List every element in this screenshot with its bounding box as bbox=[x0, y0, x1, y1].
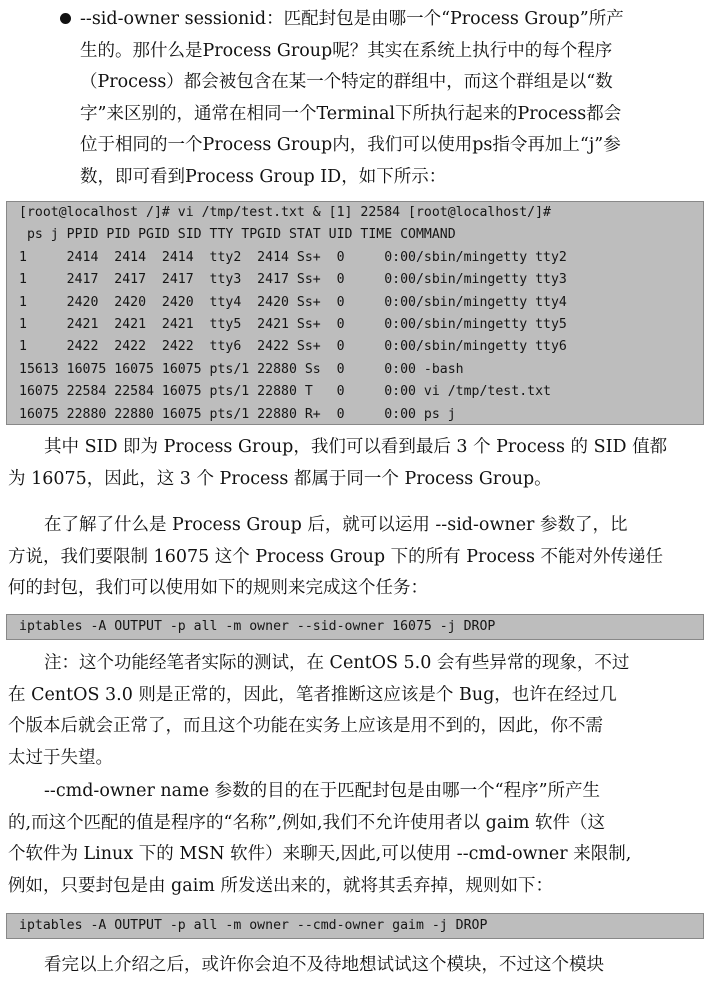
text-line: 其中 SID 即为 Process Group，我们可以看到最后 3 个 Process 的 SID 值都 bbox=[44, 437, 668, 457]
ps-output-code-block bbox=[6, 201, 704, 425]
text-line: 字”来区别的，通常在相同一个Terminal下所执行起来的Process都会 bbox=[80, 103, 622, 124]
code-line: 1 2417 2417 2417 tty3 2417 Ss+ 0 0:00/sbin/mingetty tty3 bbox=[19, 272, 567, 288]
cmd-owner-paragraph bbox=[8, 776, 714, 902]
text-line: 位于相同的一个Process Group内，我们可以使用ps指令再加上“j”参 bbox=[80, 135, 621, 155]
bullet-paragraph bbox=[80, 4, 710, 193]
code-line: [root@localhost /]# vi /tmp/test.txt & [1] 22584 [root@localhost/]# bbox=[19, 205, 551, 220]
text-line: 在了解了什么是 Process Group 后，就可以运用 --sid-owner 参数了，比 bbox=[44, 515, 628, 535]
closing-paragraph bbox=[8, 950, 714, 982]
text-line: 生的。那什么是Process Group呢？其实在系统上执行中的每个程序 bbox=[80, 40, 613, 61]
bullet-item-sid-owner bbox=[0, 4, 723, 194]
text-line: 方说，我们要限制 16075 这个 Process Group 下的所有 Process 不能对外传递任 bbox=[8, 546, 664, 567]
code-line: 15613 16075 16075 16075 pts/1 22880 Ss 0 0:00 -bash bbox=[19, 361, 464, 377]
text-line: 个版本后就会正常了，而且这个功能在实务上应该是用不到的，因此，你不需 bbox=[8, 716, 603, 736]
text-line: 例如，只要封包是由 gaim 所发送出来的，就将其丢弃掉，规则如下： bbox=[8, 875, 553, 896]
code-line: 16075 22880 22880 16075 pts/1 22880 R+ 0 0:00 ps j bbox=[19, 406, 456, 422]
text-line: 个软件为 Linux 下的 MSN 软件）来聊天,因此,可以使用 --cmd-owner 来限制, bbox=[8, 844, 632, 864]
code-line: 16075 22584 22584 16075 pts/1 22880 T 0 0:00 vi /tmp/test.txt bbox=[19, 384, 551, 400]
code-line: 1 2420 2420 2420 tty4 2420 Ss+ 0 0:00/sbin/mingetty tty4 bbox=[19, 294, 567, 310]
code-line: ps j PPID PID PGID SID TTY TPGID STAT UID TIME COMMAND bbox=[19, 227, 456, 243]
text-line: 数，即可看到Process Group ID，如下所示： bbox=[80, 166, 447, 187]
bullet-dot-icon bbox=[60, 13, 71, 24]
sid-explanation-paragraph bbox=[8, 432, 714, 495]
code-line: 1 2414 2414 2414 tty2 2414 Ss+ 0 0:00/sbin/mingetty tty2 bbox=[19, 249, 567, 265]
sid-owner-usage-paragraph bbox=[8, 510, 714, 605]
sid-owner-command-box: iptables -A OUTPUT -p all -m owner --sid-owner 16075 -j DROP bbox=[6, 614, 704, 640]
text-line: 为 16075，因此，这 3 个 Process 都属于同一个 Process Group。 bbox=[8, 468, 552, 489]
text-line: 注：这个功能经笔者实际的测试，在 CentOS 5.0 会有些异常的现象，不过 bbox=[44, 653, 630, 673]
text-line: 的,而这个匹配的值是程序的“名称”,例如,我们不允许使用者以 gaim 软件（这 bbox=[8, 812, 606, 833]
cmd-owner-command-box: iptables -A OUTPUT -p all -m owner --cmd-owner gaim -j DROP bbox=[6, 913, 704, 939]
text-line: 在 CentOS 3.0 则是正常的，因此，笔者推断这应该是个 Bug，也许在经过几 bbox=[8, 684, 617, 705]
text-line: --cmd-owner name 参数的目的在于匹配封包是由哪一个“程序”所产生 bbox=[44, 781, 601, 801]
text-line: 何的封包，我们可以使用如下的规则来完成这个任务： bbox=[8, 578, 428, 598]
text-line: （Process）都会被包含在某一个特定的群组中，而这个群组是以“数 bbox=[80, 72, 613, 92]
text-line: --sid-owner sessionid：匹配封包是由哪一个“Process Group”所产 bbox=[80, 9, 624, 29]
text-line: 太过于失望。 bbox=[8, 747, 113, 768]
text-line: 看完以上介绍之后，或许你会迫不及待地想试试这个模块，不过这个模块 bbox=[44, 955, 604, 975]
code-line: 1 2421 2421 2421 tty5 2421 Ss+ 0 0:00/sbin/mingetty tty5 bbox=[19, 316, 567, 332]
code-line: 1 2422 2422 2422 tty6 2422 Ss+ 0 0:00/sbin/mingetty tty6 bbox=[19, 339, 567, 355]
note-paragraph bbox=[8, 648, 714, 774]
